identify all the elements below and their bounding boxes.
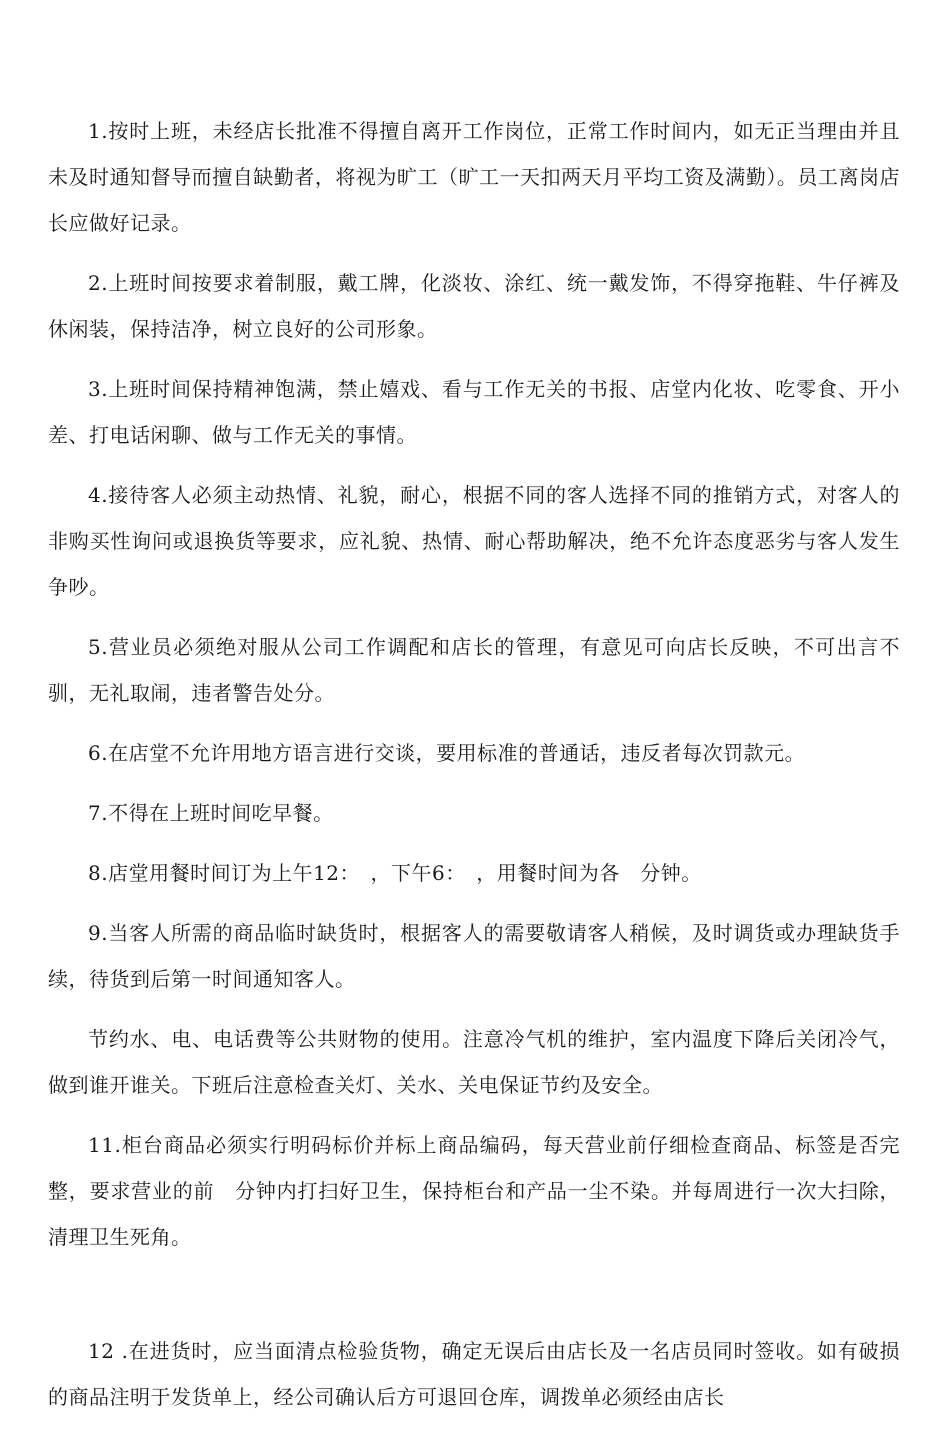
rule-paragraph-6: 6.在店堂不允许用地方语言进行交谈，要用标准的普通话，违反者每次罚款元。 bbox=[88, 741, 806, 765]
rule-paragraph-8: 8.店堂用餐时间订为上午12： ，下午6： ，用餐时间为各 分钟。 bbox=[88, 861, 702, 885]
rule-paragraph-5: 5.营业员必须绝对服从公司工作调配和店长的管理，有意见可向店长反映，不可出言不驯，无礼取闹，违者警告处分。 bbox=[48, 635, 900, 705]
rule-paragraph-2: 2.上班时间按要求着制服，戴工牌，化淡妆、涂红、统一戴发饰，不得穿拖鞋、牛仔裤及休闲装，保持洁净，树立良好的公司形象。 bbox=[48, 271, 900, 341]
document-page bbox=[48, 108, 900, 1434]
paragraph-gap bbox=[48, 1274, 900, 1328]
rule-paragraph-9: 9.当客人所需的商品临时缺货时，根据客人的需要敬请客人稍候，及时调货或办理缺货手续，待货到后第一时间通知客人。 bbox=[48, 921, 900, 991]
rule-paragraph-11: 11.柜台商品必须实行明码标价并标上商品编码，每天营业前仔细检查商品、标签是否完整，要求营业的前 分钟内打扫好卫生，保持柜台和产品一尘不染。并每周进行一次大扫除，清理卫生死角。 bbox=[48, 1133, 900, 1249]
rule-paragraph-10: 节约水、电、电话费等公共财物的使用。注意冷气机的维护，室内温度下降后关闭冷气，做到谁开谁关。下班后注意检查关灯、关水、关电保证节约及安全。 bbox=[48, 1027, 900, 1097]
rule-paragraph-12: 12 .在进货时，应当面清点检验货物，确定无误后由店长及一名店员同时签收。如有破损的商品注明于发货单上，经公司确认后方可退回仓库，调拨单必须经由店长 bbox=[48, 1339, 900, 1409]
rule-paragraph-4: 4.接待客人必须主动热情、礼貌，耐心，根据不同的客人选择不同的推销方式，对客人的非购买性询问或退换货等要求，应礼貌、热情、耐心帮助解决，绝不允许态度恶劣与客人发生争吵。 bbox=[48, 483, 900, 599]
rule-paragraph-7: 7.不得在上班时间吃早餐。 bbox=[88, 801, 334, 825]
rule-paragraph-3: 3.上班时间保持精神饱满，禁止嬉戏、看与工作无关的书报、店堂内化妆、吃零食、开小差、打电话闲聊、做与工作无关的事情。 bbox=[48, 377, 900, 447]
rule-paragraph-1: 1.按时上班，未经店长批准不得擅自离开工作岗位，正常工作时间内，如无正当理由并且未及时通知督导而擅自缺勤者，将视为旷工（旷工一天扣两天月平均工资及满勤）。员工离岗店长应做好记录。 bbox=[48, 119, 900, 235]
